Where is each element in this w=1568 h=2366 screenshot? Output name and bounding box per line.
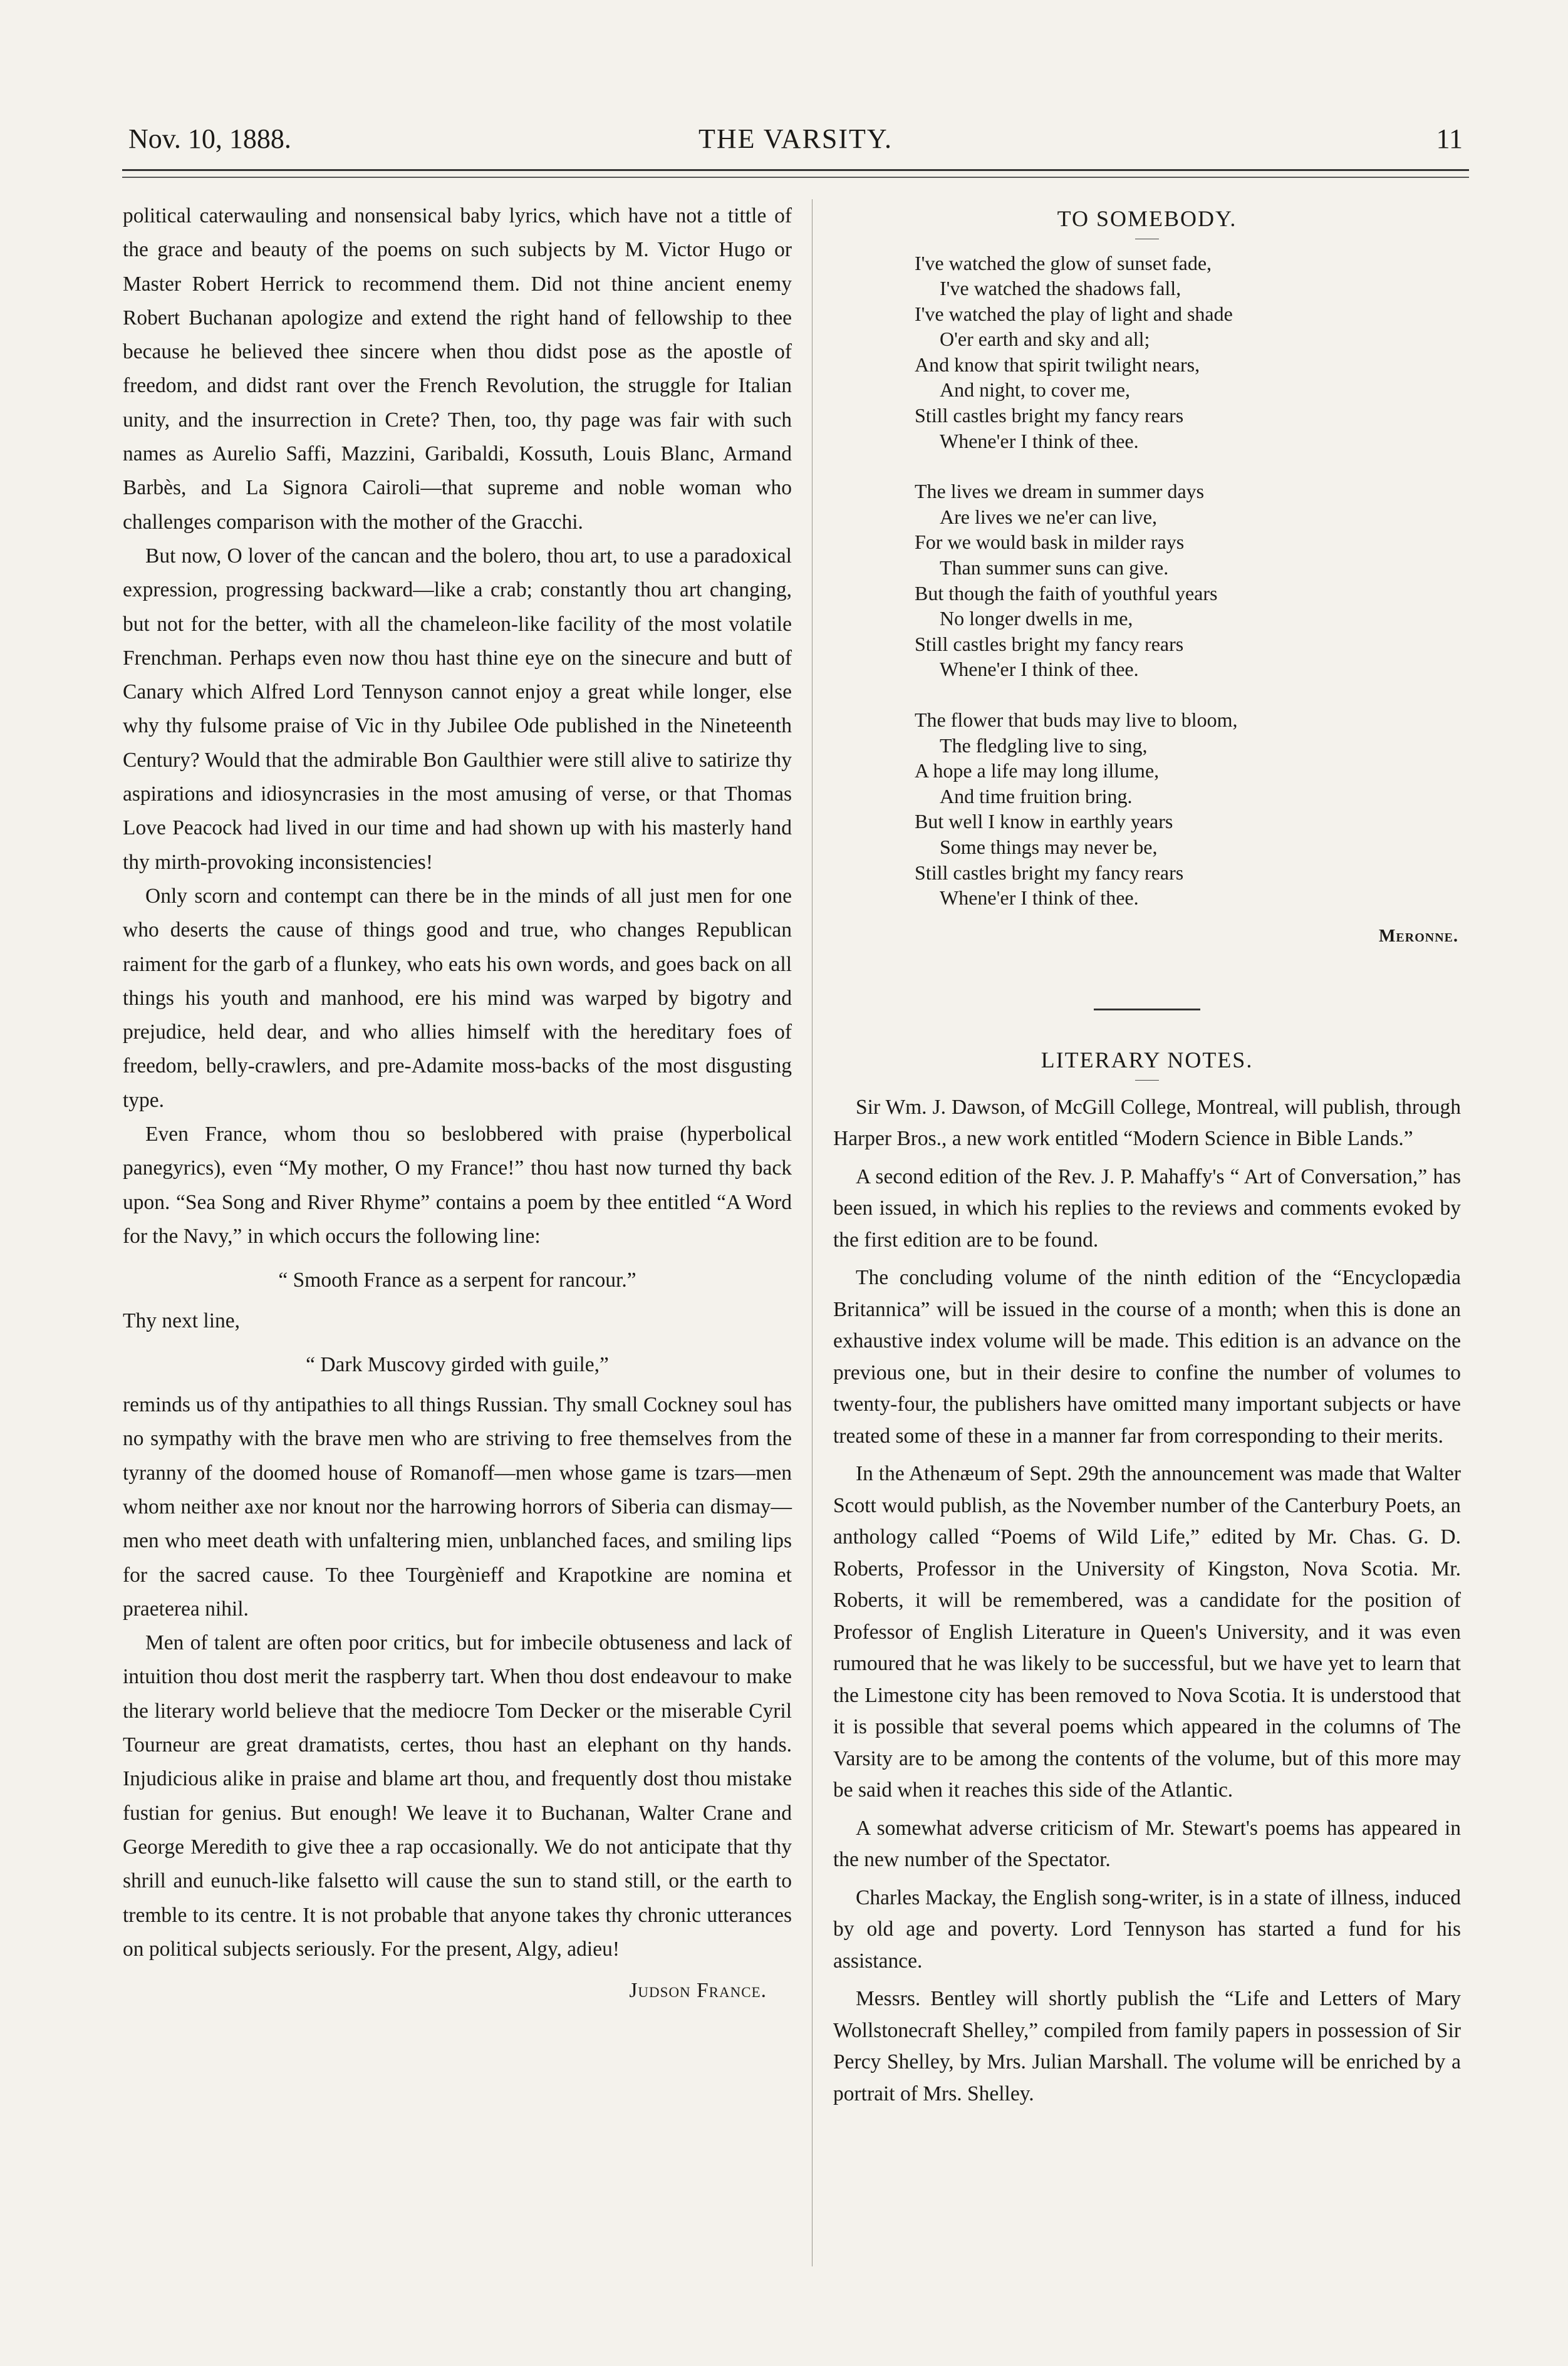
poem-stanza [915,251,1461,454]
masthead: THE VARSITY. [698,123,893,154]
article-paragraph: But now, O lover of the cancan and the bolero, thou art, to use a paradoxical expression, progressing backward—like a crab; constantly thou art changing, but not for the better, with all the chameleon-like facility of the most volatile Frenchman. Perhaps even now thou hast thine eye on the sinecure and butt of Canary which Alfred Lord Tennyson cannot enjoy a great while longer, else why thy fulsome praise of Vic in thy Jubilee Ode published in the Nineteenth Century? Would that the admirable Bon Gaulthier were still alive to satirize thy aspirations and idiosyncrasies in the most amusing of verse, or that Thomas Love Peacock had lived in our time and had shown up with his masterly hand thy mirth-provoking inconsistencies! [123,544,792,874]
title-rule [1135,1080,1159,1081]
page-header [128,123,1463,167]
poem-line: The lives we dream in summer days [915,480,1205,503]
poem-line: I've watched the glow of sunset fade, [915,251,1212,274]
article-paragraph: Thy next line, [123,1309,240,1332]
article-paragraph: Men of talent are often poor critics, but for imbecile obtuseness and lack of intuition thou dost merit the raspberry tart. When thou dost endeavour to make the literary world believe that the mediocre Tom Decker or the miserable Cyril Tourneur are great dramatists, certes, thou hast an elephant on thy hands. Injudicious alike in praise and blame art thou, and frequently dost thou mistake fustian for genius. But enough! We leave it to Buchanan, Walter Crane and George Meredith to give thee a rap occasionally. We do not anticipate that thy shrill and eunuch-like falsetto will cause the sun to stand still, or the earth to tremble to its centre. It is not probable that anyone takes thy chronic utterances on political subjects seriously. For the present, Algy, adieu! [123,1631,792,1961]
poem-stanza [915,479,1461,682]
note-paragraph: Messrs. Bentley will shortly publish the “Life and Letters of Mary Wollstonecraft Shelley,” compiled from family papers in possession of Sir Percy Shelley, by Mrs. Julian Marshall. The volume will be enriched by a portrait of Mrs. Shelley. [833,1987,1461,2105]
column-divider [812,199,813,2266]
poem-line: Still castles bright my fancy rears [915,404,1184,427]
note-paragraph: A second edition of the Rev. J. P. Mahaffy's “ Art of Conversation,” has been issued, in which his replies to the reviews and comments evoked by the first edition are to be found. [833,1165,1461,1252]
note-paragraph: Sir Wm. J. Dawson, of McGill College, Montreal, will publish, through Harper Bros., a new work entitled “Modern Science in Bible Lands.” [833,1095,1461,1151]
quoted-line: “ Smooth France as a serpent for rancour.” [278,1269,636,1292]
poem-stanza [915,707,1461,911]
right-column [833,199,1461,2291]
quoted-line: “ Dark Muscovy girded with guile,” [306,1352,609,1376]
note-paragraph: A somewhat adverse criticism of Mr. Stewart's poems has appeared in the new number of the Spectator. [833,1816,1461,1872]
poem-line: The fledgling live to sing, [940,734,1148,757]
article-paragraph: reminds us of thy antipathies to all things Russian. Thy small Cockney soul has no sympathy with the brave men who are striving to free themselves from the tyranny of the doomed house of Romanoff—men whose game is tzars—men whom neither axe nor knout nor the harrowing horrors of Siberia can dismay—men who meet death with unfaltering mien, unblanched faces, and smiling lips for the sacred cause. To thee Tourgènieff and Krapotkine are nomina et praeterea nihil. [123,1393,792,1621]
poem-line: I've watched the play of light and shade [915,302,1233,325]
poem-line: O'er earth and sky and all; [940,328,1150,351]
poem-line: No longer dwells in me, [940,607,1133,630]
section-divider [1094,1009,1200,1010]
article-signature: Judson France. [629,1979,767,2003]
article-paragraph: Only scorn and contempt can there be in the minds of all just men for one who deserts the cause of things good and true, who changes Republican raiment for the garb of a flunkey, who eats his own words, and goes back on all things his youth and manhood, ere his mind was warped by bigotry and prejudice, held dear, and who allies himself with the hereditary foes of freedom, belly-crawlers, and pre-Adamite moss-backs of the most disgusting type. [123,884,792,1112]
poem-line: And time fruition bring. [940,784,1133,807]
poem-line: But though the faith of youthful years [915,581,1218,604]
poem-line: Whene'er I think of thee. [940,658,1139,681]
header-rule-top [122,169,1469,171]
poem-line: A hope a life may long illume, [915,759,1160,782]
note-paragraph: Charles Mackay, the English song-writer, is in a state of illness, induced by old age and poverty. Lord Tennyson has started a fund for his assistance. [833,1886,1461,1973]
poem-line: I've watched the shadows fall, [940,277,1181,300]
article-paragraph: Even France, whom thou so beslobbered with praise (hyperbolical panegyrics), even “My mother, O my France!” thou hast now turned thy back upon. “Sea Song and River Rhyme” contains a poem by thee entitled “A Word for the Navy,” in which occurs the following line: [123,1123,792,1248]
poem-line: Still castles bright my fancy rears [915,632,1184,655]
poem-line: Whene'er I think of thee. [940,886,1139,910]
poem-line: Than summer suns can give. [940,556,1169,579]
page-number: 11 [1436,123,1463,154]
poem-line: The flower that buds may live to bloom, [915,708,1238,731]
section-title: LITERARY NOTES. [1041,1047,1254,1073]
poem-line: And know that spirit twilight nears, [915,353,1200,376]
poem-line: But well I know in earthly years [915,810,1173,833]
literary-notes [833,1092,1461,2110]
poem-line: Are lives we ne'er can live, [940,505,1157,528]
poem-line: Still castles bright my fancy rears [915,861,1184,884]
poem-line: Some things may never be, [940,835,1158,858]
poem-line: And night, to cover me, [940,378,1130,402]
poem-body [833,251,1461,911]
header-rule-bottom [122,177,1469,178]
issue-date: Nov. 10, 1888. [128,123,291,154]
note-paragraph: In the Athenæum of Sept. 29th the announcement was made that Walter Scott would publish, as the November number of the Canterbury Poets, an anthology called “Poems of Wild Life,” edited by Mr. Chas. G. D. Roberts, Professor in the University of Kingston, Nova Scotia. Mr. Roberts, it will be remembered, was a candidate for the position of Professor of English Literature in Queen's University, and it was even rumoured that he was likely to be successful, but we have yet to learn that the Limestone city has been removed to Nova Scotia. It is understood that it is possible that several poems which appeared in the columns of The Varsity are to be among the contents of the volume, but of this more may be said when it reaches this side of the Atlantic. [833,1462,1461,1802]
poem-signature: Meronne. [1379,926,1458,946]
left-column [123,199,792,2291]
note-paragraph: The concluding volume of the ninth edition of the “Encyclopædia Britannica” will be issued in the course of a month; when this is done an exhaustive index volume will be made. This edition is an advance on the previous one, but in their desire to confine the number of volumes to twenty-four, the publishers have omitted many important subjects or have treated some of these in a manner far from corresponding to their merits. [833,1266,1461,1448]
poem-line: Whene'er I think of thee. [940,429,1139,452]
poem-line: For we would bask in milder rays [915,531,1185,554]
poem-title: TO SOMEBODY. [1057,206,1237,231]
article-paragraph: political caterwauling and nonsensical baby lyrics, which have not a tittle of the grace and beauty of the poems on such subjects by M. Victor Hugo or Master Robert Herrick to recommend them. Did not thine ancient enemy Robert Buchanan apologize and extend the right hand of fellowship to thee because he believed thee sincere when thou didst pose as the apostle of freedom, and didst rant over the French Revolution, the struggle for Italian unity, and the insurrection in Crete? Then, too, thy page was fair with such names as Aurelio Saffi, Mazzini, Garibaldi, Kossuth, Louis Blanc, Armand Barbès, and La Signora Cairoli—that supreme and noble woman who challenges comparison with the mother of the Gracchi. [123,204,792,534]
